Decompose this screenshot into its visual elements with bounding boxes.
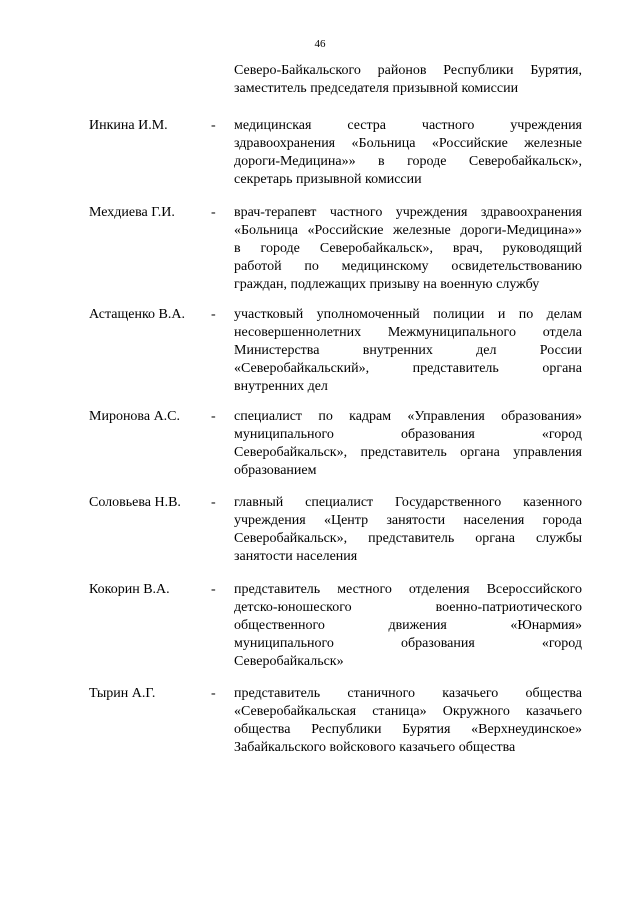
- role-line: «Больница «Российские железные дороги-Медицина»»: [234, 223, 582, 238]
- role-line: образованием: [234, 463, 317, 478]
- role-line: секретарь призывной комиссии: [234, 172, 422, 187]
- role-line: занятости населения: [234, 549, 358, 564]
- member-role: [234, 685, 582, 757]
- role-line: «Северобайкальская станица» Окружного казачьего: [234, 704, 582, 719]
- member-role: [234, 581, 582, 671]
- member-role: [234, 408, 582, 480]
- continuation-text: [234, 62, 582, 98]
- member-name: Соловьева Н.В.: [89, 495, 181, 510]
- role-line: врач-терапевт частного учреждения здравоохранения: [234, 205, 582, 220]
- member-dash: -: [211, 205, 216, 220]
- role-line: главный специалист Государственного казенного: [234, 495, 582, 510]
- role-line: муниципального образования «город: [234, 636, 582, 651]
- role-line: в городе Северобайкальск», врач, руководящий: [234, 241, 582, 256]
- role-line: Северобайкальск»: [234, 654, 344, 669]
- role-line: медицинская сестра частного учреждения: [234, 118, 582, 133]
- member-role: [234, 117, 582, 189]
- role-line: представитель станичного казачьего общества: [234, 686, 582, 701]
- role-line: общества Республики Бурятия «Верхнеудинское»: [234, 722, 582, 737]
- role-line: учреждения «Центр занятости населения города: [234, 513, 582, 528]
- member-dash: -: [211, 686, 216, 701]
- member-dash: -: [211, 582, 216, 597]
- continuation-line: заместитель председателя призывной комиссии: [234, 81, 519, 96]
- member-dash: -: [211, 495, 216, 510]
- member-name: Тырин А.Г.: [89, 686, 156, 701]
- member-name: Инкина И.М.: [89, 118, 168, 133]
- role-line: Забайкальского войскового казачьего общества: [234, 740, 516, 755]
- role-line: граждан, подлежащих призыву на военную службу: [234, 277, 540, 292]
- member-dash: -: [211, 307, 216, 322]
- role-line: несовершеннолетних Межмуниципального отдела: [234, 325, 582, 340]
- role-line: детско-юношеского военно-патриотического: [234, 600, 582, 615]
- role-line: Северобайкальск», представитель органа управления: [234, 445, 582, 460]
- member-name: Астащенко В.А.: [89, 307, 186, 322]
- role-line: Министерства внутренних дел России: [234, 343, 582, 358]
- role-line: общественного движения «Юнармия»: [234, 618, 582, 633]
- role-line: здравоохранения «Больница «Российские железные: [234, 136, 582, 151]
- member-role: [234, 306, 582, 396]
- member-dash: -: [211, 118, 216, 133]
- member-name: Кокорин В.А.: [89, 582, 170, 597]
- role-line: муниципального образования «город: [234, 427, 582, 442]
- role-line: внутренних дел: [234, 379, 328, 394]
- member-name: Мехдиева Г.И.: [89, 205, 175, 220]
- continuation-line: Северо-Байкальского районов Республики Бурятия,: [234, 63, 582, 78]
- role-line: «Северобайкальский», представитель органа: [234, 361, 582, 376]
- role-line: участковый уполномоченный полиции и по делам: [234, 307, 582, 322]
- member-role: [234, 494, 582, 566]
- member-role: [234, 204, 582, 294]
- member-dash: -: [211, 409, 216, 424]
- role-line: специалист по кадрам «Управления образования»: [234, 409, 582, 424]
- role-line: дороги-Медицина»» в городе Северобайкальск»,: [234, 154, 582, 169]
- page-number: 46: [314, 38, 326, 50]
- member-name: Миронова А.С.: [89, 409, 181, 424]
- role-line: представитель местного отделения Всероссийского: [234, 582, 582, 597]
- role-line: Северобайкальск», представитель органа службы: [234, 531, 582, 546]
- role-line: работой по медицинскому освидетельствованию: [234, 259, 582, 274]
